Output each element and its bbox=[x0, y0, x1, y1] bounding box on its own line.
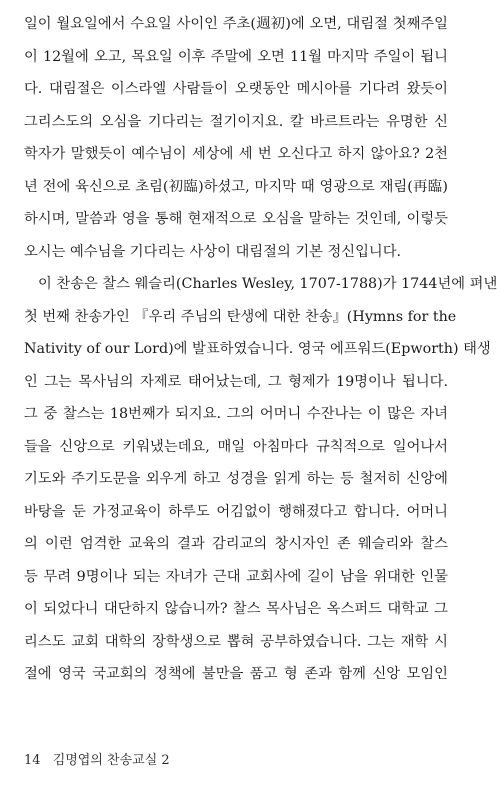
text-line: 그 중 찰스는 18번째가 되지요. 그의 어머니 수잔나는 이 많은 자녀 bbox=[24, 406, 448, 422]
text-line: 들을 신앙으로 키워냈는데요, 매일 아침마다 규칙적으로 일어나서 bbox=[24, 438, 448, 455]
text-line: 바탕을 둔 가정교육이 하루도 어김없이 행해졌다고 합니다. 어머니 bbox=[24, 503, 448, 520]
body-text bbox=[24, 8, 497, 691]
text-line: 일이 월요일에서 수요일 사이인 주초(週初)에 오면, 대림절 첫째주일 bbox=[24, 16, 448, 32]
text-line: 하시며, 말씀과 영을 통해 현재적으로 오심을 말하는 것인데, 이렇듯 bbox=[24, 211, 448, 227]
text-line: 다. 대림절은 이스라엘 사람들이 오랫동안 메시아를 기다려 왔듯이 bbox=[24, 81, 448, 97]
text-line: 등 무려 9명이나 되는 자녀가 근대 교회사에 길이 남을 위대한 인물 bbox=[24, 568, 448, 585]
text-line: 오시는 예수님을 기다리는 사상이 대림절의 기본 정신입니다. bbox=[24, 243, 402, 260]
text-line: 기도와 주기도문을 외우게 하고 성경을 읽게 하는 등 철저히 신앙에 bbox=[24, 471, 448, 487]
text-line: 의 이런 엄격한 교육의 결과 감리교의 창시자인 존 웨슬리와 찰스 bbox=[24, 536, 448, 552]
text-line: 첫 번째 찬송가인 『우리 주님의 탄생에 대한 찬송』(Hymns for the bbox=[24, 308, 457, 325]
page-footer bbox=[24, 749, 170, 768]
text-line: 이 되었다니 대단하지 않습니까? 찰스 목사님은 옥스퍼드 대학교 그 bbox=[24, 601, 448, 617]
text-line: 절에 영국 국교회의 정책에 불만을 품고 형 존과 함께 신앙 모임인 bbox=[24, 666, 448, 682]
book-title: 김명엽의 찬송교실 2 bbox=[52, 753, 170, 768]
text-line: 학자가 말했듯이 예수님이 세상에 세 번 오신다고 하지 않아요? 2천 bbox=[24, 146, 448, 162]
text-line: Nativity of our Lord)에 발표하였습니다. 영국 에프워드(Epworth) 태생 bbox=[24, 341, 491, 357]
text-line: 이 찬송은 찰스 웨슬리(Charles Wesley, 1707-1788)가 1744년에 펴낸 bbox=[38, 276, 497, 292]
text-line: 년 전에 육신으로 초림(初臨)하셨고, 마지막 때 영광으로 재림(再臨) bbox=[24, 178, 448, 195]
text-line: 이 12월에 오고, 목요일 이후 주말에 오면 11월 마지막 주일이 됩니 bbox=[24, 48, 448, 65]
page-number: 14 bbox=[24, 753, 41, 768]
text-line: 그리스도의 오심을 기다리는 절기이지요. 칼 바르트라는 유명한 신 bbox=[24, 113, 448, 130]
text-line: 리스도 교회 대학의 장학생으로 뽑혀 공부하였습니다. 그는 재학 시 bbox=[24, 633, 448, 650]
text-line: 인 그는 목사님의 자제로 태어났는데, 그 형제가 19명이나 됩니다. bbox=[24, 373, 448, 390]
